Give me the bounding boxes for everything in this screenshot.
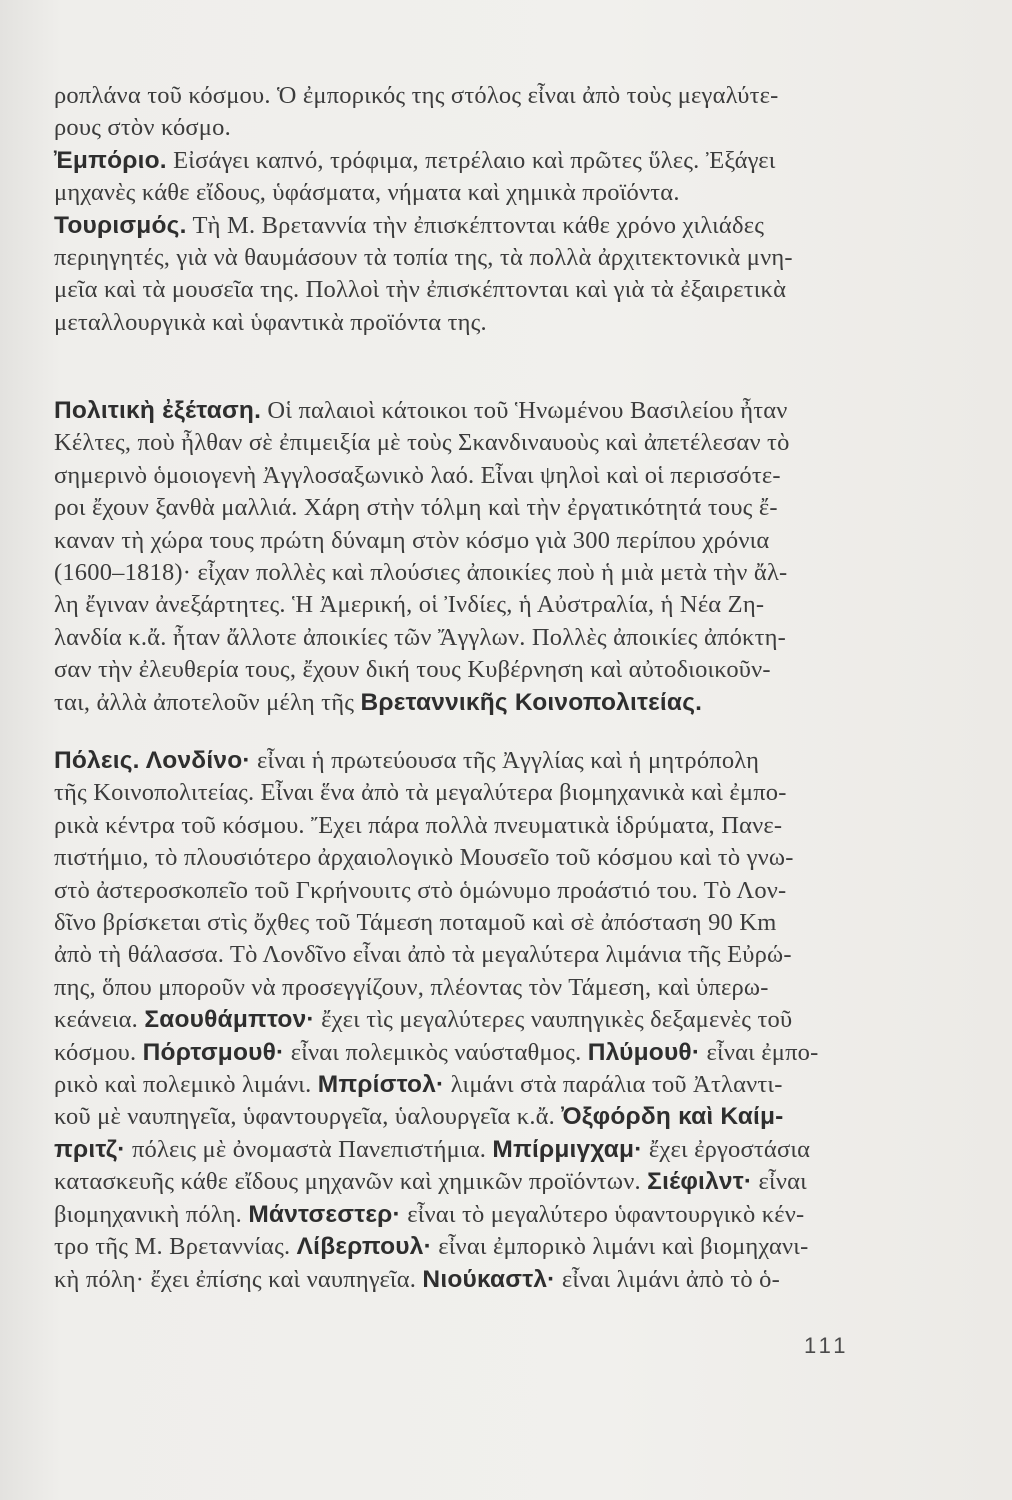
text-run: κὴ πόλη· ἔχει ἐπίσης καὶ ναυπηγεῖα. xyxy=(54,1265,423,1293)
text-run: ἔχει τὶς μεγαλύτερες ναυπηγικὲς δεξαμενὲς τοῦ xyxy=(314,1006,793,1034)
text-line xyxy=(54,145,854,177)
tourism-heading: Τουρισμός. xyxy=(54,211,187,239)
text-run: εἶναι ἐμπο- xyxy=(700,1038,819,1066)
city-bristol: Μπρίστολ· xyxy=(317,1071,445,1099)
text-line xyxy=(54,395,854,427)
city-liverpool: Λίβερπουλ· xyxy=(296,1233,432,1261)
text-line xyxy=(54,307,854,339)
text-run: ρικὰ κέντρα τοῦ κόσμου. Ἔχει πάρα πολλὰ πνευματικὰ ἱδρύματα, Πανε- xyxy=(54,811,783,839)
text-run: Οἱ παλαιοὶ κάτοικοι τοῦ Ἡνωμένου Βασιλείου ἦταν xyxy=(261,397,788,424)
text-run: λιμάνι στὰ παράλια τοῦ Ἀτλαντι- xyxy=(444,1071,783,1099)
city-cambridge-cont: πριτζ· xyxy=(54,1135,126,1163)
section-cities xyxy=(54,745,854,1296)
text-run: περιηγητές, γιὰ νὰ θαυμάσουν τὰ τοπία της, τὰ πολλὰ ἀρχιτεκτονικὰ μνη- xyxy=(54,244,793,272)
cities-heading: Πόλεις. xyxy=(54,747,140,774)
text-run: κεάνεια. xyxy=(54,1006,145,1034)
city-southampton: Σαουθάμπτον· xyxy=(144,1006,315,1034)
text-run: ται, ἀλλὰ ἀποτελοῦν μέλη τῆς xyxy=(54,688,361,716)
page-number: 111 xyxy=(804,1333,850,1358)
text-line xyxy=(54,810,854,842)
text-run: εἶναι λιμάνι ἀπὸ τὸ ὁ- xyxy=(555,1265,780,1293)
text-run: κόσμου. xyxy=(54,1038,143,1066)
city-birmingham: Μπίρμιγχαμ· xyxy=(492,1135,643,1163)
text-run: Τὴ Μ. Βρεταννία τὴν ἐπισκέπτονται κάθε χρόνο χιλιάδες xyxy=(186,211,765,239)
city-plymouth: Πλύμουθ· xyxy=(587,1038,701,1066)
text-line xyxy=(54,654,854,686)
text-line xyxy=(54,745,854,777)
text-run: σαν τὴν ἐλευθερία τους, ἔχουν δική τους Κυβέρνηση καὶ αὐτοδιοικοῦν- xyxy=(54,656,771,684)
text-run: μεῖα καὶ τὰ μουσεῖα της. Πολλοὶ τὴν ἐπισκέπτονται καὶ γιὰ τὰ ἐξαιρετικὰ xyxy=(54,276,787,304)
text-line xyxy=(54,842,854,874)
text-run: δῖνο βρίσκεται στὶς ὄχθες τοῦ Τάμεση ποταμοῦ καὶ σὲ ἀπόσταση 90 Km xyxy=(54,909,777,937)
city-oxford-cambridge: Ὀξφόρδη καὶ Καίμ- xyxy=(561,1103,784,1131)
text-run: τῆς Κοινοπολιτείας. Εἶναι ἕνα ἀπὸ τὰ μεγαλύτερα βιομηχανικὰ καὶ ἐμπο- xyxy=(54,779,787,807)
text-line xyxy=(54,939,854,971)
text-run: ρικὸ καὶ πολεμικὸ λιμάνι. xyxy=(54,1071,318,1099)
section-political xyxy=(54,395,854,719)
text-run: Κέλτες, ποὺ ἦλθαν σὲ ἐπιμειξία μὲ τοὺς Σκανδιναυοὺς καὶ ἀπετέλεσαν τὸ xyxy=(54,429,790,457)
text-line xyxy=(54,1166,854,1198)
text-line xyxy=(54,1101,854,1133)
text-run: καναν τὴ χώρα τους πρώτη δύναμη στὸν κόσμο γιὰ 300 περίπου χρόνια xyxy=(54,526,770,554)
text-run: κατασκευῆς κάθε εἴδους μηχανῶν καὶ χημικῶν προϊόντων. xyxy=(54,1168,648,1196)
text-line xyxy=(54,972,854,1004)
trade-heading: Ἐμπόριο. xyxy=(54,146,167,174)
city-manchester: Μάντσεστερ· xyxy=(248,1200,401,1228)
text-run: κοῦ μὲ ναυπηγεῖα, ὑφαντουργεῖα, ὑαλουργεῖα κ.ἄ. xyxy=(54,1103,562,1131)
text-line xyxy=(54,557,854,589)
text-line xyxy=(54,274,854,306)
text-run: (1600–1818)· εἶχαν πολλὲς καὶ πλούσιες ἀποικίες ποὺ ἡ μιὰ μετὰ τὴν ἄλ- xyxy=(54,559,788,587)
text-line xyxy=(54,80,854,112)
text-line xyxy=(54,777,854,809)
text-run: τρο τῆς Μ. Βρεταννίας. xyxy=(54,1233,297,1261)
text-line xyxy=(54,1231,854,1263)
text-line xyxy=(54,907,854,939)
text-line xyxy=(54,589,854,621)
commonwealth-term: Βρεταννικῆς Κοινοπολιτείας. xyxy=(360,688,703,716)
text-run: εἶναι ἐμπορικὸ λιμάνι καὶ βιομηχανι- xyxy=(431,1233,809,1261)
text-run: ροι ἔχουν ξανθὰ μαλλιά. Χάρη στὴν τόλμη καὶ τὴν ἐργατικότητά τους ἔ- xyxy=(54,494,778,522)
text-run: ἀπὸ τὴ θάλασσα. Τὸ Λονδῖνο εἶναι ἀπὸ τὰ μεγαλύτερα λιμάνια τῆς Εὐρώ- xyxy=(54,941,792,969)
text-line xyxy=(54,1037,854,1069)
text-run: εἶναι xyxy=(752,1168,807,1196)
text-line xyxy=(54,525,854,557)
text-line xyxy=(54,1199,854,1231)
political-heading: Πολιτικὴ ἐξέταση. xyxy=(54,397,262,424)
text-run: εἶναι πολεμικὸς ναύσταθμος. xyxy=(284,1038,588,1066)
city-sheffield: Σιέφιλντ· xyxy=(647,1168,753,1196)
text-line xyxy=(54,177,854,209)
text-run: βιομηχανικὴ πόλη. xyxy=(54,1200,249,1228)
text-run: πιστήμιο, τὸ πλουσιότερο ἀρχαιολογικὸ Μουσεῖο τοῦ κόσμου καὶ τὸ γνω- xyxy=(54,844,794,872)
text-run: πόλεις μὲ ὀνομαστὰ Πανεπιστήμια. xyxy=(125,1135,493,1163)
text-line xyxy=(54,1134,854,1166)
city-newcastle: Νιούκαστλ· xyxy=(422,1265,556,1293)
text-run: ροπλάνα τοῦ κόσμου. Ὁ ἐμπορικός της στόλος εἶναι ἀπὸ τοὺς μεγαλύτε- xyxy=(54,82,779,109)
text-line xyxy=(54,622,854,654)
text-run: πης, ὅπου μποροῦν νὰ προσεγγίζουν, πλέοντας τὸν Τάμεση, καὶ ὑπερω- xyxy=(54,973,769,1001)
text-run: Εἰσάγει καπνό, τρόφιμα, πετρέλαιο καὶ πρῶτες ὕλες. Ἐξάγει xyxy=(166,146,776,174)
text-line xyxy=(54,1004,854,1036)
city-london: Λονδίνο· xyxy=(139,747,251,774)
section-economy xyxy=(54,80,854,339)
text-run: μεταλλουργικὰ καὶ ὑφαντικὰ προϊόντα της. xyxy=(54,308,487,336)
text-run: λανδία κ.ἄ. ἦταν ἄλλοτε ἀποικίες τῶν Ἄγγλων. Πολλὲς ἀποικίες ἀπόκτη- xyxy=(54,623,787,651)
text-run: εἶναι ἡ πρωτεύουσα τῆς Ἀγγλίας καὶ ἡ μητρόπολη xyxy=(250,747,760,774)
text-line xyxy=(54,112,854,144)
text-run: εἶναι τὸ μεγαλύτερο ὑφαντουργικὸ κέν- xyxy=(400,1200,805,1228)
text-run: ρους στὸν κόσμο. xyxy=(54,114,231,142)
text-line xyxy=(54,210,854,242)
text-line xyxy=(54,460,854,492)
text-line xyxy=(54,242,854,274)
text-run: ἔχει ἐργοστάσια xyxy=(642,1135,811,1163)
text-line xyxy=(54,875,854,907)
text-line xyxy=(54,1069,854,1101)
text-line xyxy=(54,1264,854,1296)
text-line xyxy=(54,687,854,719)
city-portsmouth: Πόρτσμουθ· xyxy=(142,1038,285,1066)
text-run: στὸ ἀστεροσκοπεῖο τοῦ Γκρήνουιτς στὸ ὁμώνυμο προάστιό του. Τὸ Λον- xyxy=(54,876,787,904)
text-run: λη ἔγιναν ἀνεξάρτητες. Ἡ Ἀμερική, οἱ Ἰνδίες, ἡ Αὐστραλία, ἡ Νέα Ζη- xyxy=(54,591,765,619)
text-line xyxy=(54,492,854,524)
text-run: σημερινὸ ὁμοιογενὴ Ἀγγλοσαξωνικὸ λαό. Εἶναι ψηλοὶ καὶ οἱ περισσότε- xyxy=(54,461,781,489)
text-line xyxy=(54,427,854,459)
text-run: μηχανὲς κάθε εἴδους, ὑφάσματα, νήματα καὶ χημικὰ προϊόντα. xyxy=(54,179,680,207)
